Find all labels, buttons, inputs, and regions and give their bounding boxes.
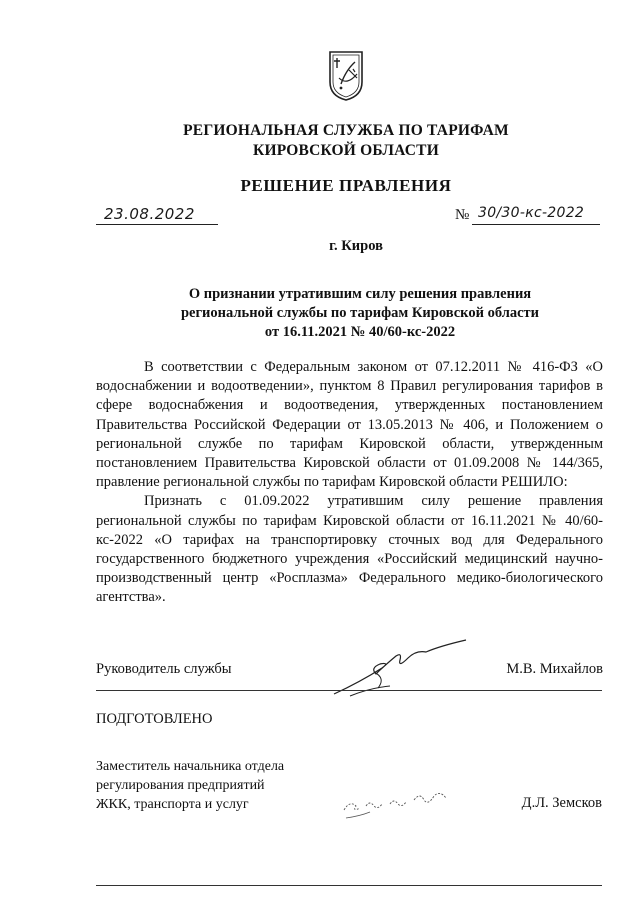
deputy-title-line2: регулирования предприятий (96, 778, 265, 793)
city-name: г. Киров (329, 238, 383, 254)
deputy-title-line1: Заместитель начальника отдела (96, 759, 285, 774)
prepared-label: ПОДГОТОВЛЕНО (96, 711, 213, 727)
handwritten-signature-icon (340, 782, 480, 822)
date-underline (96, 224, 218, 225)
body-paragraph-1: В соответствии с Федеральным законом от 07.12.2011 № 416-ФЗ «О водоснабжении и водоотведении», пунктом 8 Правил регулирования тарифов в сфере водоснабжения и водоотведения, утвержденных постановлением Правительства Российской Федерации от 13.05.2013 № 406, и Положением о региональной службе по тарифам Кировской области, утвержденным постановлением Правительства Кировской области от 01.09.2008 № 144/365, правление региональной службы по тарифам Кировской области РЕШИЛО: (96, 359, 603, 491)
org-name-line2: КИРОВСКОЙ ОБЛАСТИ (253, 142, 439, 159)
subject-line2: региональной службы по тарифам Кировской области (180, 305, 540, 321)
decision-body (96, 358, 603, 608)
deputy-name: Д.Л. Земсков (521, 795, 602, 811)
document-type-title: РЕШЕНИЕ ПРАВЛЕНИЯ (240, 176, 452, 195)
decision-subject (160, 285, 560, 342)
body-paragraph-2: Признать с 01.09.2022 утратившим силу решение правления региональной службы по тарифам Кировской области от 16.11.2021 № 40/60-кс-2022 «О тарифах на транспортировку сточных вод для Федерального государственного бюджетного учреждения «Российский медицинский научно-производственный центр «Росплазма» Федерального медико-биологического агентства». (96, 493, 603, 606)
deputy-title (96, 757, 284, 814)
number-underline (472, 224, 600, 225)
head-title: Руководитель службы (96, 661, 232, 677)
number-sign: № (455, 207, 470, 223)
subject-line1: О признании утратившим силу решения правления (188, 286, 532, 302)
decision-number: 30/30-кс-2022 (478, 205, 585, 221)
head-name: М.В. Михайлов (506, 661, 603, 677)
org-name-line1: РЕГИОНАЛЬНАЯ СЛУЖБА ПО ТАРИФАМ (183, 122, 509, 139)
deputy-title-line3: ЖКК, транспорта и услуг (96, 797, 249, 812)
signature-divider (96, 690, 602, 691)
bottom-divider (96, 885, 602, 886)
decision-date: 23.08.2022 (104, 205, 195, 223)
subject-line3: от 16.11.2021 № 40/60-кс-2022 (264, 324, 456, 340)
coat-of-arms-icon (327, 48, 365, 102)
